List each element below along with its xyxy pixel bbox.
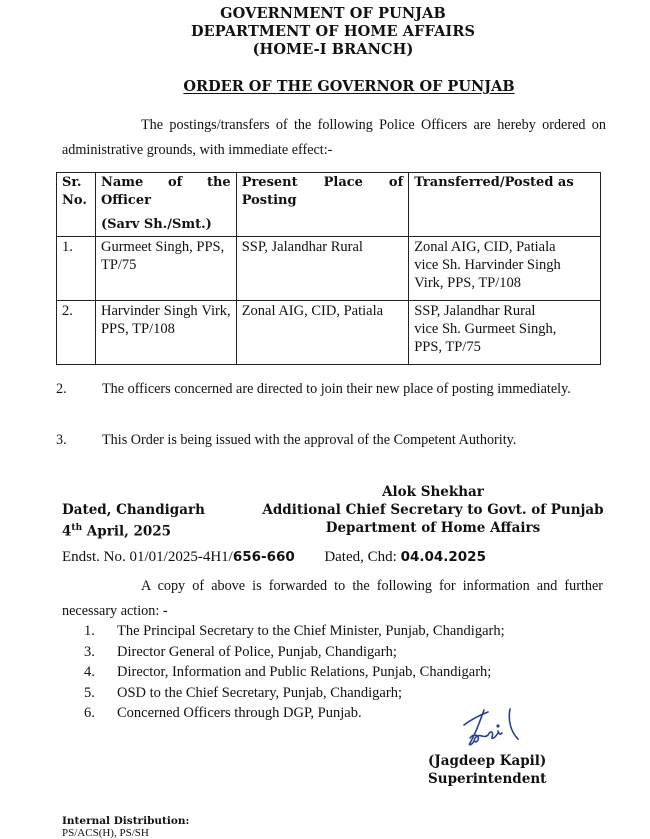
list-item-number: 5. xyxy=(84,684,95,701)
transferred-line: PPS, TP/75 xyxy=(414,339,481,355)
copy-intro-paragraph xyxy=(62,574,603,624)
intro-paragraph xyxy=(62,113,606,163)
internal-distribution-line: PS/ACS(H), PS/SH xyxy=(62,827,149,839)
cell-sr: 2. xyxy=(57,301,96,365)
paragraph-2 xyxy=(56,377,607,402)
intro-text: The postings/transfers of the following Police Officers are hereby ordered on administrative grounds, with immediate effect:- xyxy=(62,117,606,158)
signer-name: (Jagdeep Kapil) xyxy=(428,753,547,769)
header-government: GOVERNMENT OF PUNJAB xyxy=(220,5,446,22)
cell-present: Zonal AIG, CID, Patiala xyxy=(236,301,409,365)
list-item-text: Concerned Officers through DGP, Punjab. xyxy=(117,705,362,721)
internal-distribution-label: Internal Distribution: xyxy=(62,815,190,827)
col-header-name xyxy=(95,173,236,237)
list-item-number: 4. xyxy=(84,664,95,680)
header-branch: (HOME-I BRANCH) xyxy=(252,41,414,58)
dated-month-year: April, 2025 xyxy=(82,523,172,540)
transferred-line: vice Sh. Harvinder Singh xyxy=(414,257,561,273)
table-row xyxy=(57,301,601,365)
transferred-line: vice Sh. Gurmeet Singh, xyxy=(414,321,557,337)
list-item xyxy=(84,703,505,724)
copy-list xyxy=(84,621,505,724)
col-header-name-sub: (Sarv Sh./Smt.) xyxy=(100,217,212,232)
internal-distribution xyxy=(62,815,189,839)
transferred-line: Virk, PPS, TP/108 xyxy=(414,275,522,291)
document-header xyxy=(0,5,650,59)
paragraph-number: 3. xyxy=(56,432,67,448)
list-item-text: The Principal Secretary to the Chief Minister, Punjab, Chandigarh; xyxy=(117,623,505,639)
endorsement-date-label: Dated, Chd: xyxy=(324,549,401,565)
cell-sr: 1. xyxy=(57,237,96,301)
list-item xyxy=(84,621,505,642)
transferred-line: Zonal AIG, CID, Patiala xyxy=(414,239,556,255)
list-item-number: 1. xyxy=(84,623,95,639)
list-item-text: Director General of Police, Punjab, Chandigarh; xyxy=(117,643,397,660)
signatory-designation: Additional Chief Secretary to Govt. of Punjab xyxy=(262,502,604,518)
endorsement-number: 656-660 xyxy=(232,549,295,565)
postings-table xyxy=(56,172,601,365)
transferred-line: SSP, Jalandhar Rural xyxy=(414,303,536,319)
copy-intro-text: A copy of above is forwarded to the following for information and further necessary action: - xyxy=(62,578,603,619)
cell-present: SSP, Jalandhar Rural xyxy=(236,237,409,301)
col-header-present: Present Place of Posting xyxy=(236,173,409,237)
list-item xyxy=(84,683,505,704)
header-department: DEPARTMENT OF HOME AFFAIRS xyxy=(190,23,476,40)
list-item xyxy=(84,662,505,683)
dated-date xyxy=(62,519,205,541)
paragraph-text: This Order is being issued with the approval of the Competent Authority. xyxy=(102,432,517,448)
paragraph-text: The officers concerned are directed to join their new place of posting immediately. xyxy=(102,381,571,397)
col-header-sr: Sr. No. xyxy=(57,173,96,237)
signatory-block xyxy=(262,483,604,537)
list-item xyxy=(84,642,505,663)
list-item-text: Director, Information and Public Relations, Punjab, Chandigarh; xyxy=(117,664,492,680)
table-header-row xyxy=(57,173,601,237)
endorsement-prefix: Endst. No. 01/01/2025-4H1/ xyxy=(62,549,233,565)
cell-name: Gurmeet Singh, PPS, TP/75 xyxy=(95,237,236,301)
signer-block xyxy=(428,752,546,788)
signatory-department: Department of Home Affairs xyxy=(325,520,541,536)
dated-place: Dated, Chandigarh xyxy=(62,502,205,518)
signatory-name: Alok Shekhar xyxy=(382,484,484,500)
table-row xyxy=(57,237,601,301)
handwritten-signature-icon xyxy=(458,705,528,755)
col-header-transferred: Transferred/Posted as xyxy=(409,173,601,237)
list-item-text: OSD to the Chief Secretary, Punjab, Chandigarh; xyxy=(117,684,402,701)
order-title: ORDER OF THE GOVERNOR OF PUNJAB xyxy=(183,78,515,95)
list-item-number: 3. xyxy=(84,643,95,660)
signer-designation: Superintendent xyxy=(428,771,547,787)
list-item-number: 6. xyxy=(84,705,95,721)
cell-name: Harvinder Singh Virk, PPS, TP/108 xyxy=(95,301,236,365)
paragraph-number: 2. xyxy=(56,381,67,397)
cell-transferred xyxy=(409,237,601,301)
dated-block xyxy=(62,501,205,541)
dated-day: 4 xyxy=(62,523,72,540)
dated-day-suffix: th xyxy=(71,523,83,533)
endorsement-date: 04.04.2025 xyxy=(400,549,486,565)
cell-transferred xyxy=(409,301,601,365)
paragraph-3 xyxy=(56,428,607,453)
col-header-name-label: Name of the Officer xyxy=(100,175,231,208)
endorsement-line xyxy=(62,549,486,566)
